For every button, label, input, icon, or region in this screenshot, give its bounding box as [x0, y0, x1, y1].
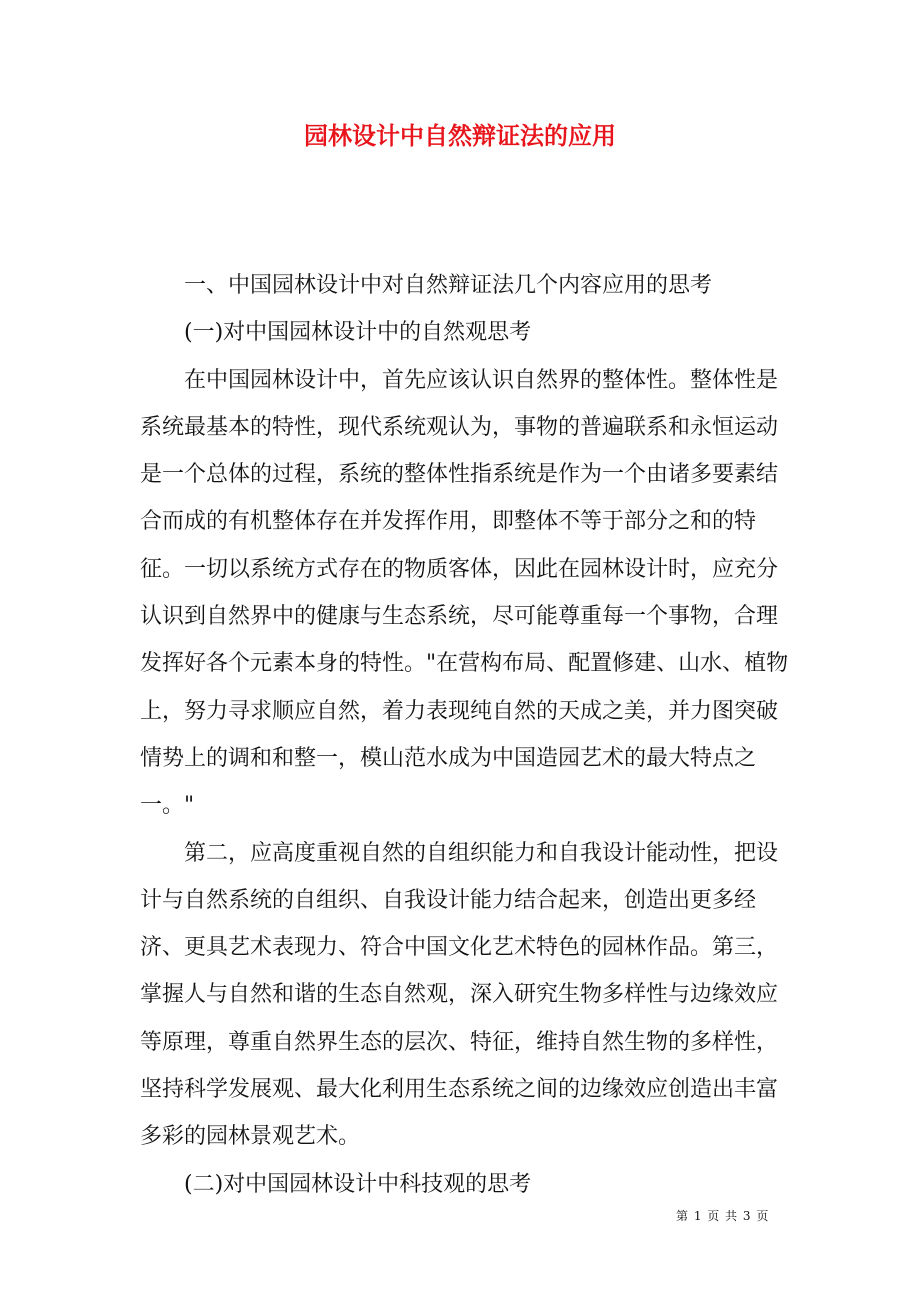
- subsection-heading: (一)对中国园林设计中的自然观思考: [184, 320, 532, 346]
- section-heading: 一、中国园林设计中对自然辩证法几个内容应用的思考: [184, 273, 713, 298]
- subsection-heading: (二)对中国园林设计中科技观的思考: [184, 1171, 532, 1197]
- paragraph: 在中国园林设计中，首先应该认识自然界的整体性。整体性是系统最基本的特性，现代系统观认为，事物的普遍联系和永恒运动是一个总体的过程，系统的整体性指系统是作为一个由诸多要素结合而成的有机整体存在并发挥作用，即整体不等于部分之和的特征。一切以系统方式存在的物质客体，因此在园林设计时，应充分认识到自然界中的健康与生态系统，尽可能尊重每一个事物，合理发挥好各个元素本身的特性。"在营构布局、配置修建、山水、植物上，努力寻求顺应自然，着力表现纯自然的天成之美，并力图突破情势上的调和和整一，模山范水成为中国造园艺术的最大特点之一。": [140, 367, 789, 819]
- page-number: 第 1 页 共 3 页: [676, 1209, 770, 1223]
- document-title: 园林设计中自然辩证法的应用: [304, 121, 616, 150]
- paragraph: 第二，应高度重视自然的自组织能力和自我设计能动性，把设计与自然系统的自组织、自我设计能力结合起来，创造出更多经济、更具艺术表现力、符合中国文化艺术特色的园林作品。第三，掌握人与自然和谐的生态自然观，深入研究生物多样性与边缘效应等原理，尊重自然界生态的层次、特征，维持自然生物的多样性，坚持科学发展观、最大化利用生态系统之间的边缘效应创造出丰富多彩的园林景观艺术。: [140, 840, 779, 1150]
- document-body: [140, 262, 790, 1208]
